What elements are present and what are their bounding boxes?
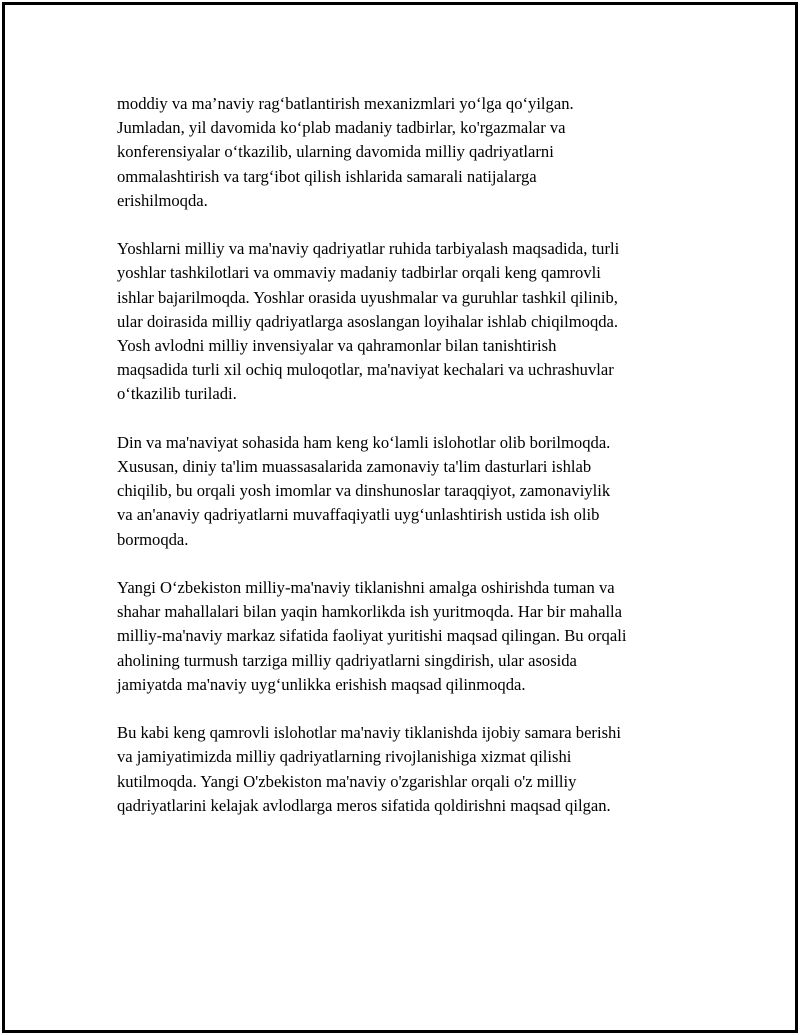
document-body: [117, 92, 697, 842]
paragraph-1: moddiy va ma’naviy rag‘batlantirish mexanizmlari yo‘lga qo‘yilgan. Jumladan, yil davomida ko‘plab madaniy tadbirlar, ko'rgazmalar va konferensiyalar o‘tkazilib, ularning davomida milliy qadriyatlarni ommalashtirish va targ‘ibot qilish ishlarida samarali natijalarga erishilmoqda.: [117, 94, 574, 210]
paragraph-4: Yangi O‘zbekiston milliy-ma'naviy tiklanishni amalga oshirishda tuman va shahar mahallalari bilan yaqin hamkorlikda ish yuritmoqda. Har bir mahalla milliy-ma'naviy markaz sifatida faoliyat yuritishi maqsad qilingan. Bu orqali aholining turmush tarziga milliy qadriyatlarni singdirish, ular asosida jamiyatda ma'naviy uyg‘unlikka erishish maqsad qilinmoqda.: [117, 578, 627, 694]
paragraph-5: Bu kabi keng qamrovli islohotlar ma'naviy tiklanishda ijobiy samara berishi va jamiyatimizda milliy qadriyatlarning rivojlanishiga xizmat qilishi kutilmoqda. Yangi O'zbekiston ma'naviy o'zgarishlar orqali o'z milliy qadriyatlarini kelajak avlodlarga meros sifatida qoldirishni maqsad qilgan.: [117, 723, 621, 815]
paragraph-3: Din va ma'naviyat sohasida ham keng ko‘lamli islohotlar olib borilmoqda. Xususan, diniy ta'lim muassasalarida zamonaviy ta'lim dasturlari ishlab chiqilib, bu orqali yosh imomlar va dinshunoslar taraqqiyot, zamonaviylik va an'anaviy qadriyatlarni muvaffaqiyatli uyg‘unlashtirish ustida ish olib bormoqda.: [117, 432, 611, 549]
paragraph-2: Yoshlarni milliy va ma'naviy qadriyatlar ruhida tarbiyalash maqsadida, turli yoshlar tashkilotlari va ommaviy madaniy tadbirlar orqali keng qamrovli ishlar bajarilmoqda. Yoshlar orasida uyushmalar va guruhlar tashkil qilinib, ular doirasida milliy qadriyatlarga asoslangan loyihalar ishlab chiqilmoqda. Yosh avlodni milliy invensiyalar va qahramonlar bilan tanishtirish maqsadida turli xil ochiq muloqotlar, ma'naviyat kechalari va uchrashuvlar o‘tkazilib turiladi.: [117, 239, 620, 404]
